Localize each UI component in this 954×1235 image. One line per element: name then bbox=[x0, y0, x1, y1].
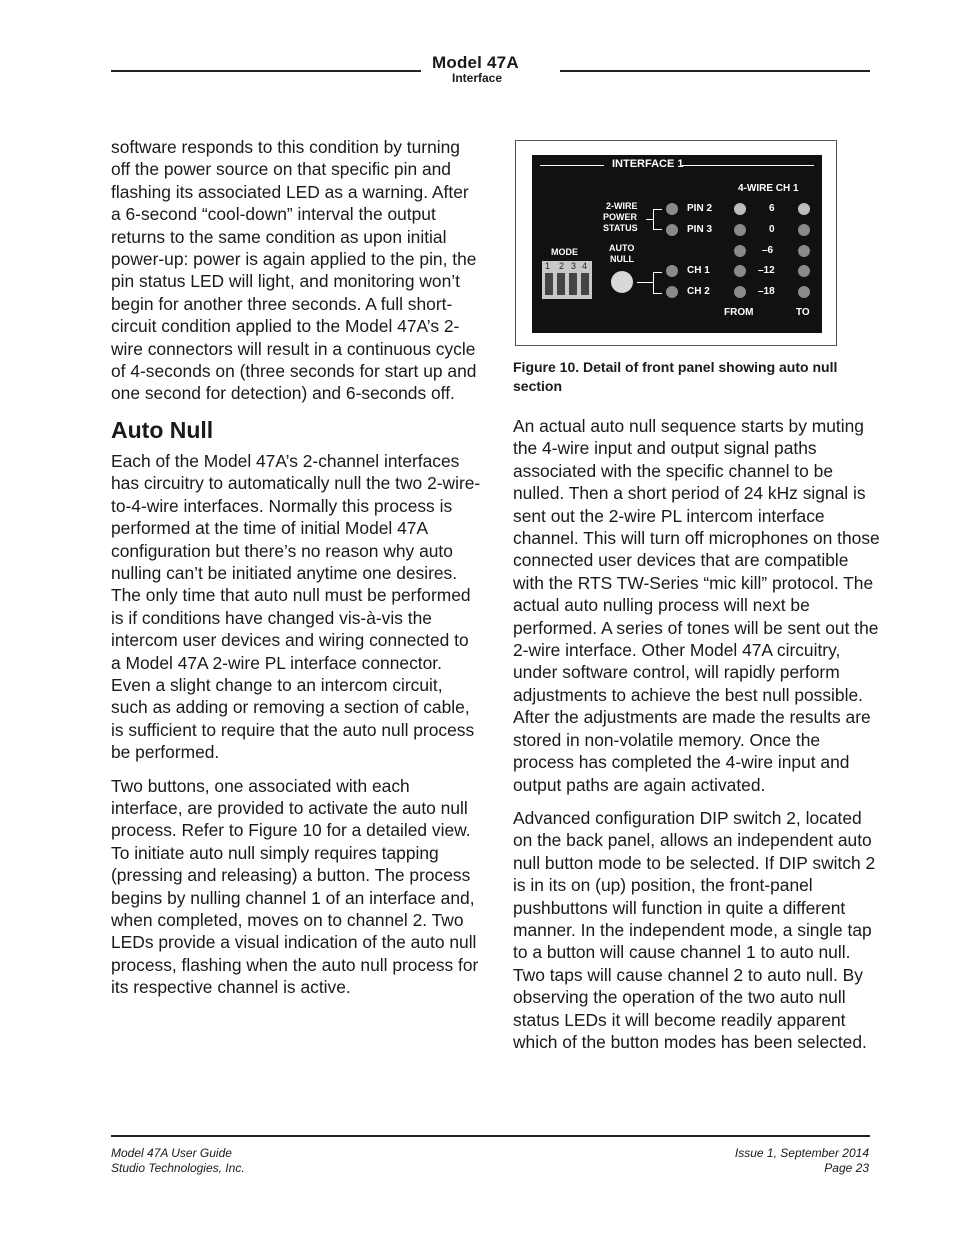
front-panel-image bbox=[532, 155, 822, 333]
power-label-3: STATUS bbox=[603, 223, 638, 233]
left-column bbox=[111, 136, 481, 1010]
bracket-power-top bbox=[653, 209, 662, 210]
level-m18: –18 bbox=[758, 286, 775, 297]
header-rule-left bbox=[111, 70, 421, 72]
bracket-power-mid bbox=[646, 219, 653, 220]
led-to-m12 bbox=[798, 265, 810, 277]
footer-company: Studio Technologies, Inc. bbox=[111, 1160, 245, 1175]
ch2-label: CH 2 bbox=[687, 286, 710, 297]
ch1-label: CH 1 bbox=[687, 265, 710, 276]
led-from-m6 bbox=[734, 245, 746, 257]
dip-number-4: 4 bbox=[582, 261, 588, 271]
led-pin2 bbox=[666, 203, 678, 215]
led-from-6 bbox=[734, 203, 746, 215]
header-rule-right bbox=[560, 70, 870, 72]
power-label-2: POWER bbox=[603, 212, 638, 222]
header-title: Model 47A bbox=[432, 53, 519, 72]
led-to-m6 bbox=[798, 245, 810, 257]
bracket-ch-mid bbox=[637, 282, 653, 283]
right-column bbox=[513, 415, 883, 1064]
footer-issue: Issue 1, September 2014 bbox=[734, 1146, 869, 1160]
led-to-0 bbox=[798, 224, 810, 236]
title-rule-left bbox=[540, 165, 604, 166]
dip-toggle-1[interactable] bbox=[545, 273, 553, 295]
led-to-6 bbox=[798, 203, 810, 215]
mode-label: MODE bbox=[551, 247, 578, 257]
footer-guide-title: Model 47A User Guide bbox=[111, 1146, 232, 1160]
from-label: FROM bbox=[724, 307, 754, 318]
bracket-power bbox=[653, 209, 654, 229]
led-to-m18 bbox=[798, 286, 810, 298]
led-ch2 bbox=[666, 286, 678, 298]
led-from-m12 bbox=[734, 265, 746, 277]
dip-toggle-4[interactable] bbox=[581, 273, 589, 295]
panel-title: INTERFACE 1 bbox=[612, 158, 684, 170]
figure-front-panel bbox=[515, 140, 837, 346]
bracket-ch-top bbox=[653, 272, 662, 273]
dip-toggle-2[interactable] bbox=[557, 273, 565, 295]
led-pin3 bbox=[666, 224, 678, 236]
fourwire-label: 4-WIRE CH 1 bbox=[738, 183, 799, 194]
level-m12: –12 bbox=[758, 265, 775, 276]
dip-number-1: 1 bbox=[545, 261, 551, 271]
paragraph-auto-null-intro: Each of the Model 47A’s 2-channel interfaces has circuitry to automatically null the two 2-wire-to-4-wire interfaces. Normally this process is performed at the time of initial Model 47A configuration but there’s no reason why auto nulling can’t be initiated anytime one desires. The only time that auto null must be performed is if conditions have changed vis-à-vis the intercom user devices and wiring connected to a Model 47A 2-wire PL interface connector. Even a slight change to an intercom circuit, such as adding or removing a section of cable, is sufficient to require that the auto null process be performed. bbox=[111, 450, 481, 763]
footer-page-number: Page 23 bbox=[824, 1160, 869, 1175]
footer-rule bbox=[111, 1135, 870, 1137]
paragraph-auto-null-sequence: An actual auto null sequence starts by muting the 4-wire input and output signal paths associated with the specific channel to be nulled. Then a short period of 24 kHz signal is sent out the 2-wire PL intercom interface channel. This will turn off microphones on those connected user devices that are compatible with the RTS TW-Series “mic kill” protocol. The actual auto nulling process will next be performed. A series of tones will be sent out the 2-wire interface. Other Model 47A circuitry, under software control, will rapidly perform adjustments to achieve the best null possible. After the adjustments are made the results are stored in non-volatile memory. Once the process has completed the 4-wire input and output paths are again activated. bbox=[513, 416, 880, 795]
paragraph-dip-switch: Advanced configuration DIP switch 2, located on the back panel, allows an independent auto null button mode to be selected. If DIP switch 2 is in its on (up) position, the front-panel pushbuttons will function in quite a different manner. In the independent mode, a single tap to a button will cause channel 1 to auto null. Two taps will cause channel 2 to auto null. By observing the operation of the two auto null status LEDs it will become readily apparent which of the button modes has been selected. bbox=[513, 807, 876, 1052]
bracket-power-bottom bbox=[653, 229, 662, 230]
dip-toggle-3[interactable] bbox=[569, 273, 577, 295]
footer-right bbox=[735, 1146, 869, 1175]
section-heading-auto-null: Auto Null bbox=[111, 416, 214, 443]
led-from-m18 bbox=[734, 286, 746, 298]
to-label: TO bbox=[796, 307, 810, 318]
autonull-label-1: AUTO bbox=[609, 243, 635, 253]
pin3-label: PIN 3 bbox=[687, 224, 713, 235]
bracket-ch-bottom bbox=[653, 293, 662, 294]
dip-number-2: 2 bbox=[559, 261, 565, 271]
level-0: 0 bbox=[769, 224, 775, 235]
led-from-0 bbox=[734, 224, 746, 236]
pin2-label: PIN 2 bbox=[687, 203, 713, 214]
figure-caption: Figure 10. Detail of front panel showing auto null section bbox=[513, 359, 838, 394]
footer-left bbox=[111, 1146, 245, 1175]
paragraph-short-circuit: software responds to this condition by turning off the power source on that specific pin and flashing its associated LED as a warning. After a 6-second “cool-down” interval the output returns to the same condition as upon initial power-up: power is again applied to the pin, the pin status LED will light, and monitoring won’t begin for another three seconds. A full short-circuit condition applied to the Model 47A’s 2-wire connectors will result in a continuous cycle of 4-seconds on (three seconds for start up and one second for detection) and 6-seconds off. bbox=[111, 137, 477, 404]
autonull-label-2: NULL bbox=[610, 254, 634, 264]
title-rule-right bbox=[682, 165, 814, 166]
header-subtitle: Interface bbox=[452, 71, 503, 85]
bracket-ch bbox=[653, 272, 654, 293]
level-6: 6 bbox=[769, 203, 775, 214]
dip-number-3: 3 bbox=[571, 261, 577, 271]
dip-switch bbox=[542, 261, 592, 299]
auto-null-button[interactable] bbox=[611, 271, 633, 293]
led-ch1 bbox=[666, 265, 678, 277]
level-m6: –6 bbox=[762, 245, 774, 256]
power-label-1: 2-WIRE bbox=[606, 201, 638, 211]
paragraph-auto-null-buttons: Two buttons, one associated with each interface, are provided to activate the auto null process. Refer to Figure 10 for a detailed view. To initiate auto null simply requires tapping (pressing and releasing) a button. The process begins by nulling channel 1 of an interface and, when completed, moves on to channel 2. Two LEDs provide a visual indication of the auto null process, flashing when the auto null process for its respective channel is active. bbox=[111, 775, 479, 998]
